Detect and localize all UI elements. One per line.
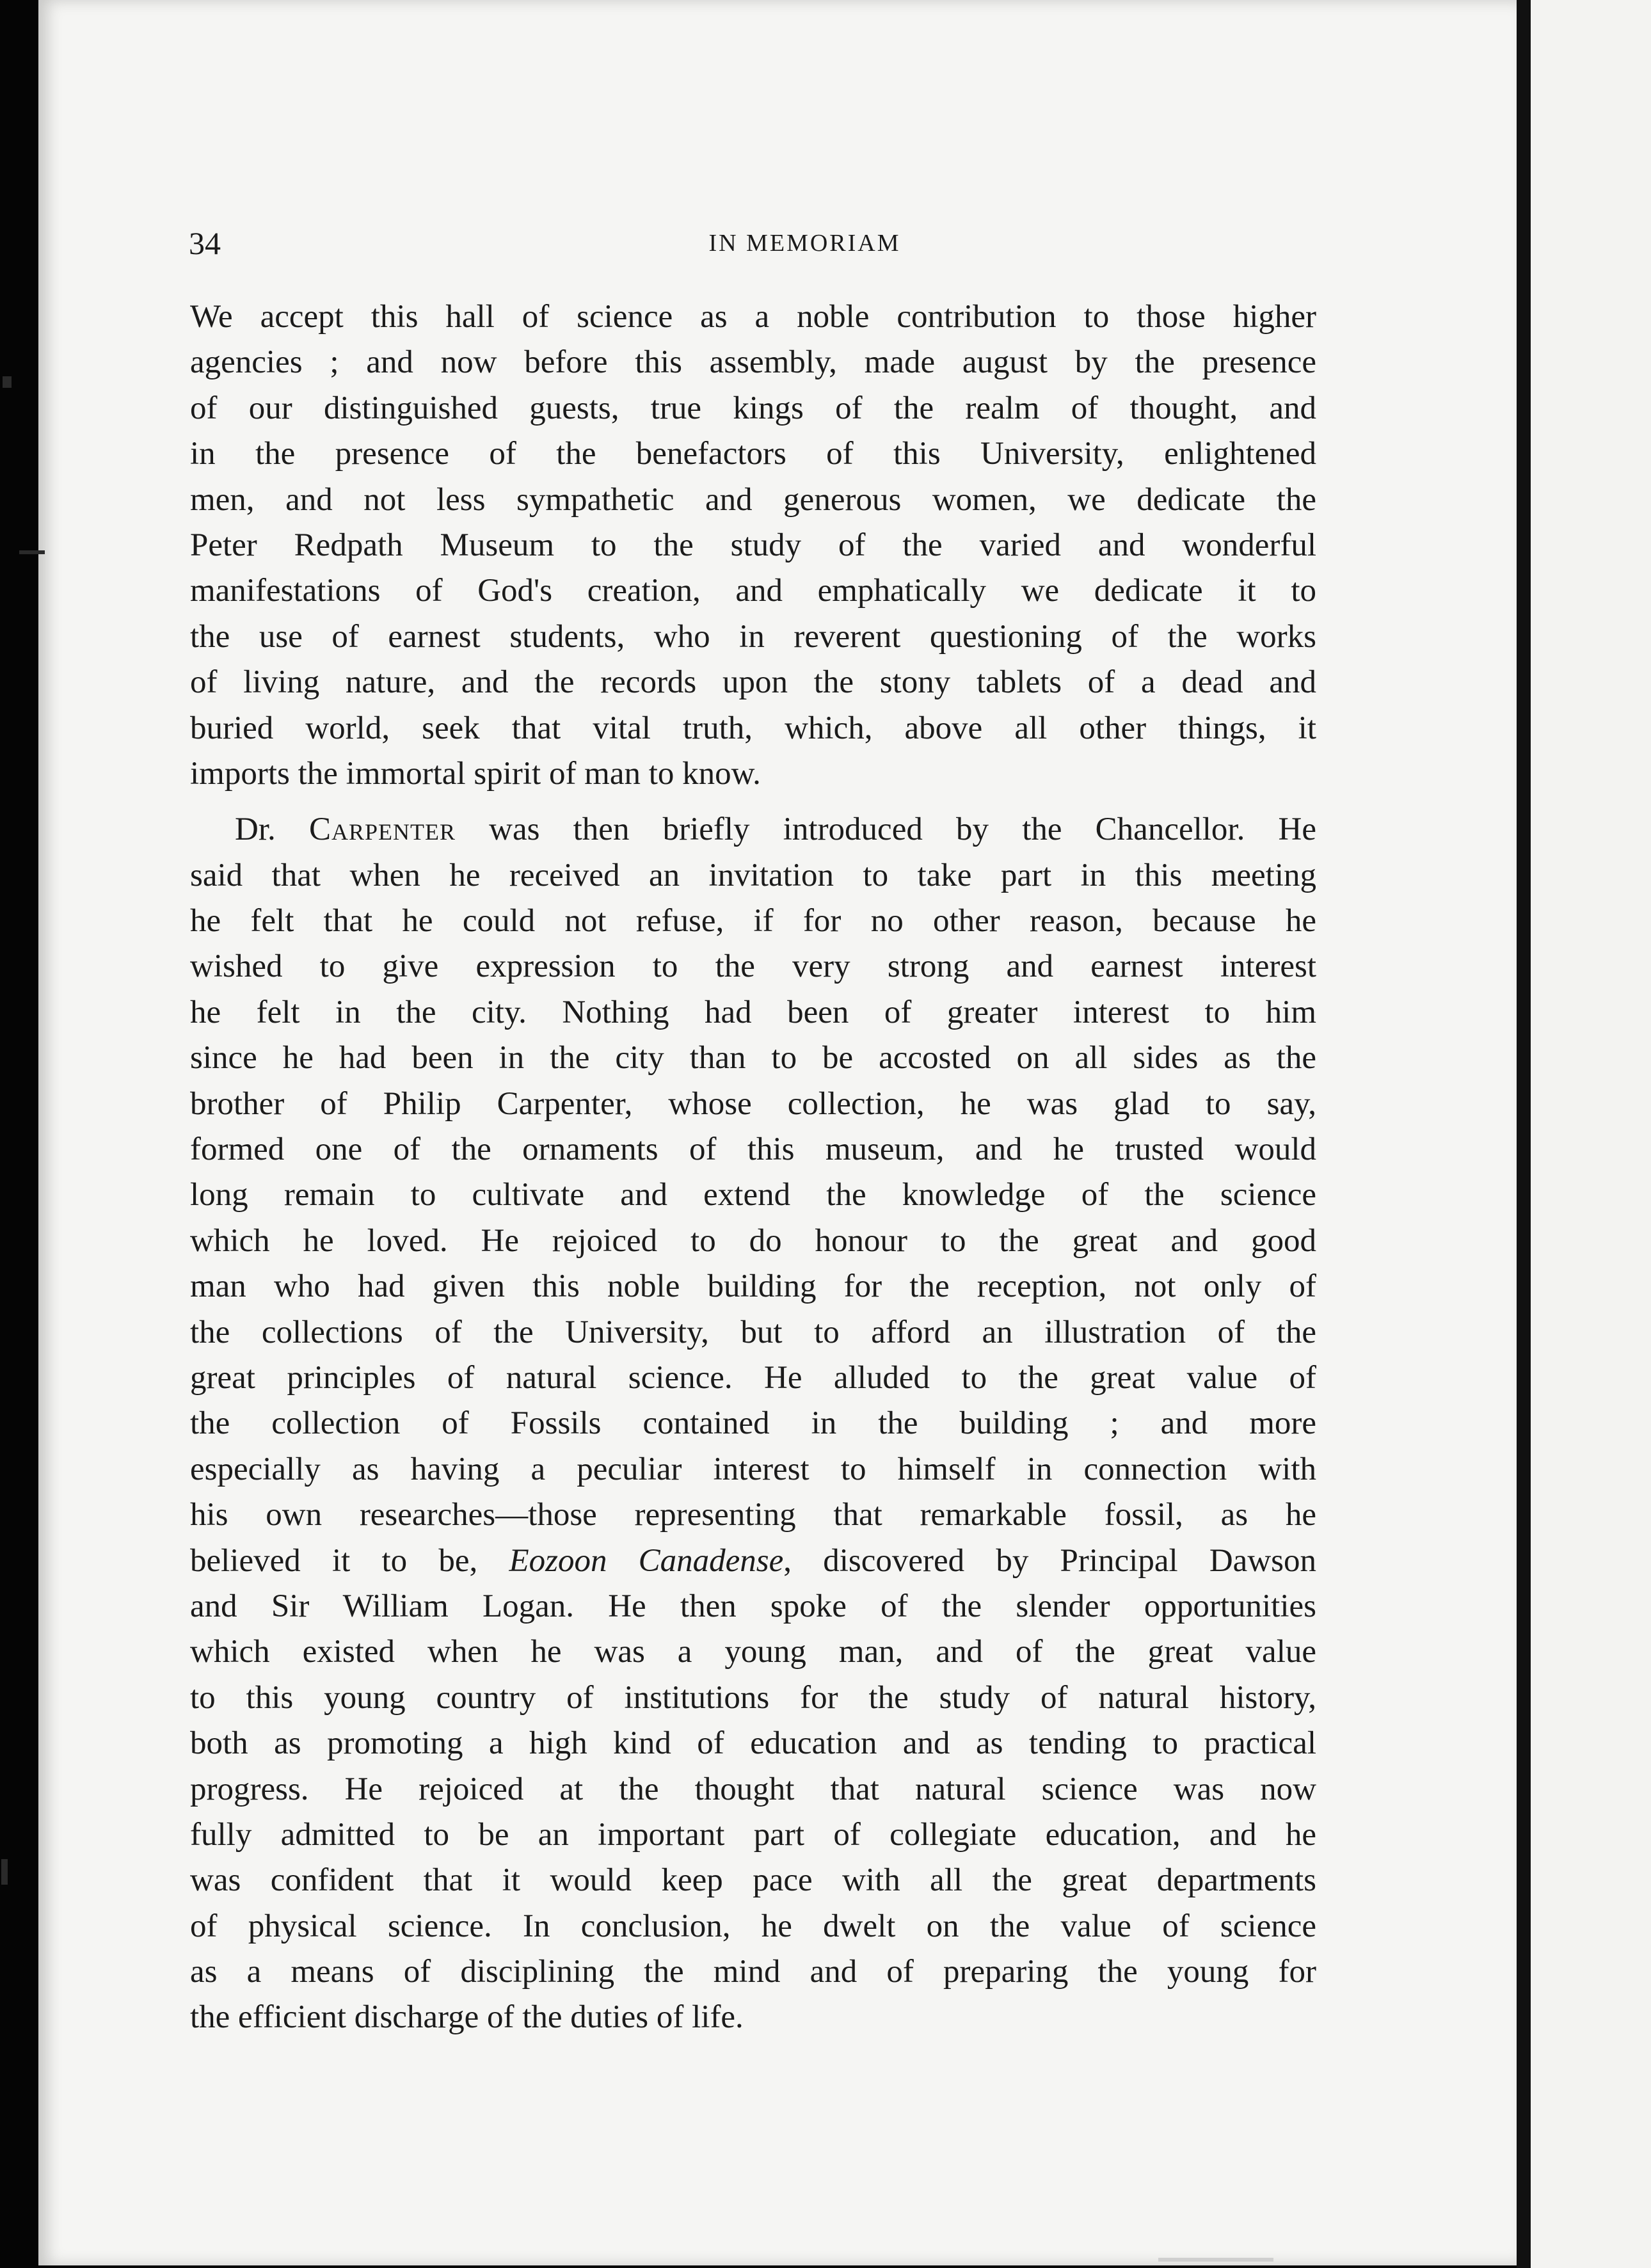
speaker-name: Carpenter	[308, 811, 456, 848]
text-line: believed it to be, Eozoon Canadense, discovered by Principal Dawson	[190, 1542, 1316, 1579]
text-line: in the presence of the benefactors of this University, enlightened	[190, 436, 1316, 472]
text-line: to this young country of institutions for the study of natural history,	[190, 1679, 1316, 1716]
text-line: great principles of natural science. He alluded to the great value of	[190, 1359, 1316, 1396]
text-line: he felt in the city. Nothing had been of greater interest to him	[190, 994, 1316, 1030]
text-line: the collections of the University, but to afford an illustration of the	[190, 1314, 1316, 1350]
text-line: both as promoting a high kind of education and as tending to practical	[190, 1725, 1316, 1762]
text-line: he felt that he could not refuse, if for no other reason, because he	[190, 903, 1316, 939]
text-line: which existed when he was a young man, and of the great value	[190, 1634, 1316, 1670]
text-line: as a means of disciplining the mind and of preparing the young for	[190, 1954, 1316, 1990]
facing-page-edge	[1531, 0, 1651, 2268]
text-line: and Sir William Logan. He then spoke of the slender opportunities	[190, 1588, 1316, 1624]
margin-speck	[1, 1859, 8, 1885]
text-line: progress. He rejoiced at the thought that natural science was now	[190, 1771, 1316, 1807]
text-line: agencies ; and now before this assembly, made august by the presence	[190, 344, 1316, 381]
text-line: wished to give expression to the very strong and earnest interest	[190, 948, 1316, 985]
text-line: fully admitted to be an important part of collegiate education, and he	[190, 1816, 1316, 1853]
text-line: men, and not less sympathetic and generous women, we dedicate the	[190, 481, 1316, 518]
margin-speck	[3, 376, 12, 388]
text-line: since he had been in the city than to be accosted on all sides as the	[190, 1040, 1316, 1076]
paragraph-2-lines	[190, 853, 1316, 1538]
text-line: of living nature, and the records upon the stony tablets of a dead and	[190, 664, 1316, 701]
paragraph-1	[190, 294, 1316, 797]
text-line: the use of earnest students, who in reverent questioning of the works	[190, 618, 1316, 655]
paragraph-2	[190, 807, 1316, 2041]
text-line: formed one of the ornaments of this museum, and he trusted would	[190, 1131, 1316, 1168]
text-line: manifestations of God's creation, and emphatically we dedicate it to	[190, 573, 1316, 609]
text-line: the collection of Fossils contained in the building ; and more	[190, 1405, 1316, 1442]
page-gutter	[1517, 0, 1531, 2268]
text-line: Peter Redpath Museum to the study of the varied and wonderful	[190, 527, 1316, 563]
text-line: which he loved. He rejoiced to do honour to the great and good	[190, 1222, 1316, 1259]
species-name: Eozoon Canadense	[509, 1542, 784, 1579]
text-line: his own researches—those representing that remarkable fossil, as he	[190, 1497, 1316, 1533]
text-line: of our distinguished guests, true kings of the realm of thought, and	[190, 390, 1316, 426]
text-line: said that when he received an invitation to take part in this meeting	[190, 857, 1316, 893]
margin-speck	[19, 550, 45, 554]
text-line: was confident that it would keep pace with all the great departments	[190, 1862, 1316, 1899]
text-line: the efficient discharge of the duties of life.	[190, 1999, 744, 2036]
text-line: brother of Philip Carpenter, whose collection, he was glad to say,	[190, 1085, 1316, 1122]
paragraph-2-lines-after	[190, 1584, 1316, 2041]
text-line: Dr. Carpenter was then briefly introduced by the Chancellor. He	[235, 811, 1316, 848]
text-line: long remain to cultivate and extend the knowledge of the science	[190, 1177, 1316, 1213]
text-line: of physical science. In conclusion, he dwelt on the value of science	[190, 1908, 1316, 1944]
text-line: man who had given this noble building for the reception, not only of	[190, 1268, 1316, 1305]
text-line: We accept this hall of science as a noble contribution to those higher	[190, 299, 1316, 335]
page-header	[189, 221, 1421, 272]
body-text	[190, 294, 1316, 2041]
text-line: imports the immortal spirit of man to know.	[190, 755, 761, 792]
running-head: IN MEMORIAM	[708, 230, 901, 257]
bottom-speck	[1158, 2258, 1273, 2262]
text-line: especially as having a peculiar interest to himself in connection with	[190, 1451, 1316, 1487]
page-number: 34	[189, 225, 221, 261]
text-line: buried world, seek that vital truth, which, above all other things, it	[190, 710, 1316, 746]
